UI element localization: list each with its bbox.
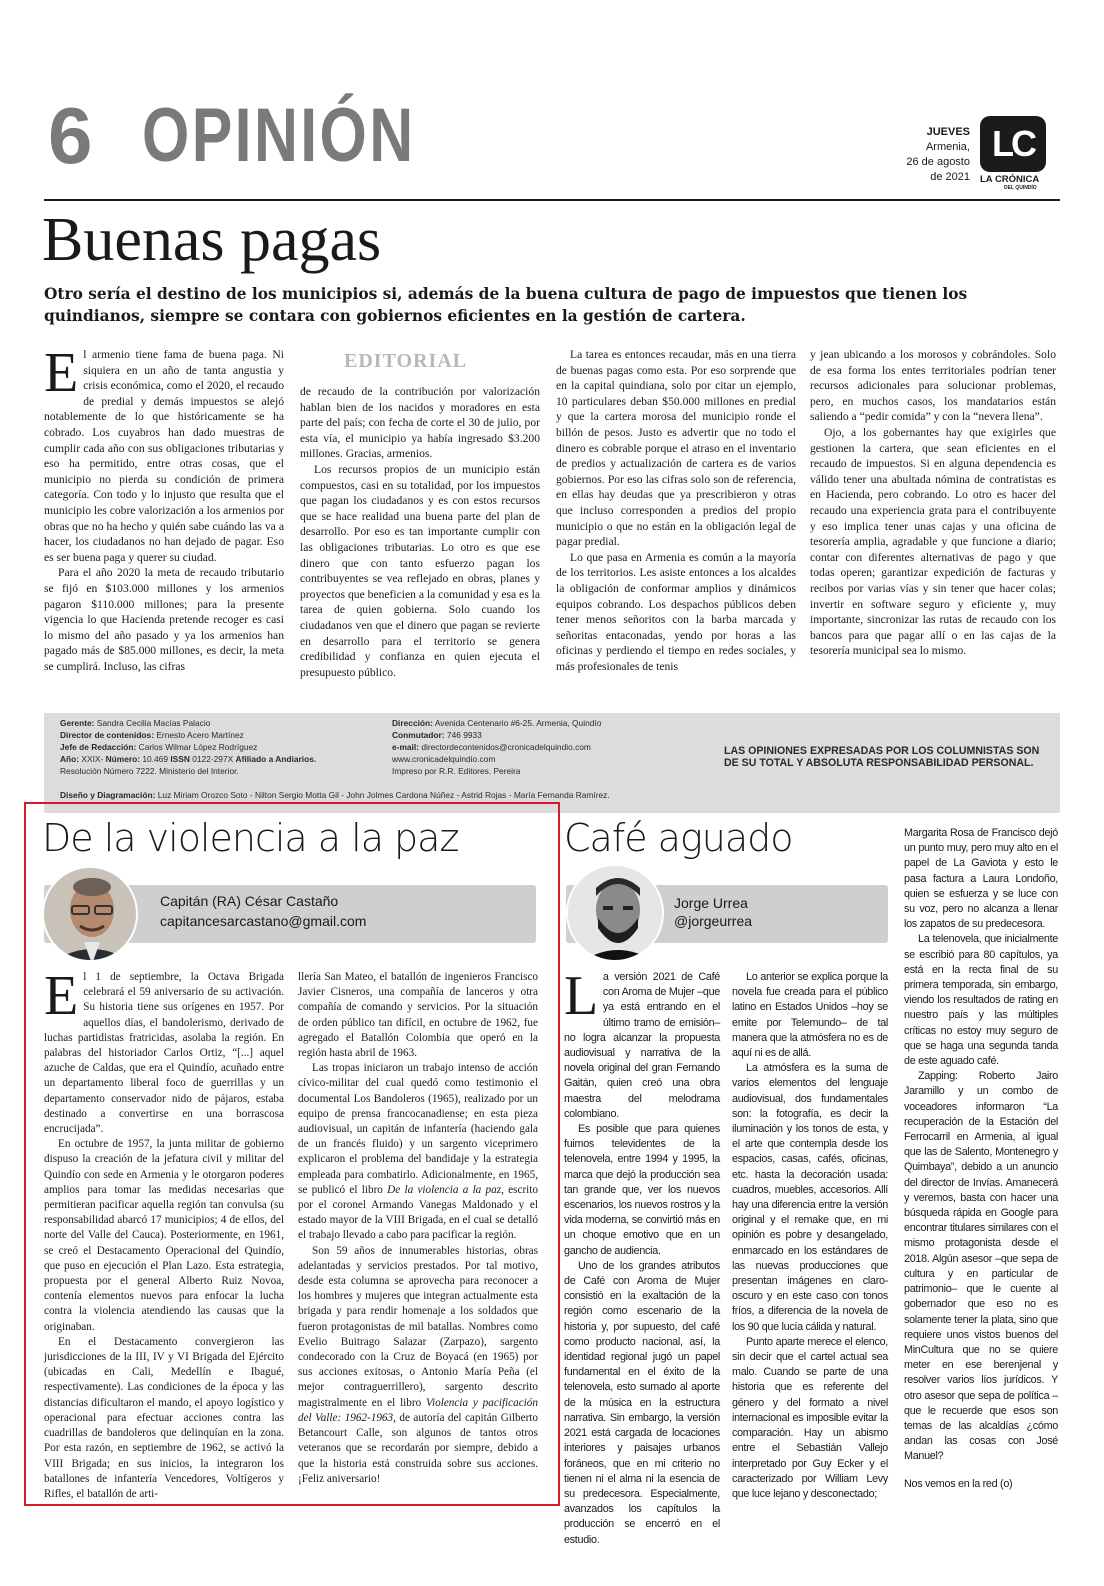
paragraph: de recaudo de la contribución por valorización hablan bien de los nacidos y moradores en esta parte del país; con fecha de corte el 30 de julio, por esta vía, el municipio ya había ingresado $3.200 millones. Gracias, armenios. [300,385,540,461]
drop-cap: L [564,965,598,1027]
staff-impreso: Impreso por R.R. Editores. Pereira [392,766,521,776]
column1-headline: De la violencia a la paz [42,816,459,860]
paragraph: Margarita Rosa de Francisco dejó un punto muy, pero muy alto en el papel de La Gaviota y esto le pasa factura a Laura Londoño, quien se esfuerza y se luce con su voz, pero no alcanza a llenar los zapatos de su predecesora. [904,827,1058,931]
editorial-headline: Buenas pagas [42,206,382,274]
paragraph: Es posible que para quienes fuimos televidentes de la telenovela, entre 1994 y 1995, la marca que dejó la producción sea tan grande que, ver los nuevos escenarios, los nuevos rostros y la vida moderna, se convirtió más en un choque emotivo que en un gancho de audiencia. [564,1123,720,1257]
staff-director: Director de contenidos: Ernesto Acero Martínez [60,730,244,740]
page-number: 6 [48,91,95,180]
staff-diseno: Diseño y Diagramación: Luz Miriam Orozco Soto - Nilton Sergio Motta Gil - John Jolmes Cardona Núñez - Astrid Rojas - María Fernanda Ramírez. [60,790,610,800]
paragraph: En octubre de 1957, la junta militar de gobierno dispuso la creación de la jefatura civil y militar del Quindío con sede en Armenia y le otorgaron poderes amplios para tomar las medidas necesarias que permitieran pacificar aquella región tan convulsa (su responsabilidad abarcó 17 municipios; 4 de ellos, del norte del Valle del Cauca). Posteriormente, en 1961, se creó el Destacamento Operacional del Quindío, que puso en ejecución el Plan Lazo. Esta estrategia, propuesta por el general Alberto Ruiz Novoa, contenía elementos nuevos para enfocar la lucha contra la violencia atendiendo las causas que la originaban. [44,1138,284,1333]
header-rule [44,199,1060,201]
editorial-column-1 [44,342,284,674]
paragraph: y jean ubicando a los morosos y cobrándoles. Solo de esa forma los entes territoriales podrían tener recursos adicionales para solucionar problemas, pero, en muchos casos, los mandatarios están saliendo a “pedir comida” y con la “nevera llena”. [810,348,1056,424]
paragraph: Lo anterior se explica porque la novela fue creada para el público latino en Estados Unidos –hoy se emite por Telemundo– de tal manera que la atmósfera no es de aquí ni es de allá. [732,971,888,1060]
paragraph: Para el año 2020 la meta de recaudo tributario se fijó en $103.000 millones y los armenios pagaron $110.000 millones; para la presente vigencia lo que Hacienda pretende recoger es casi lo mismo del año pasado y ya los armenios han pagado más de $85.000 millones, es decir, la meta se cumplirá. Incluso, las cifras [44,566,284,673]
logo-mark: LC [980,116,1046,172]
paragraph: Las tropas iniciaron un trabajo intenso de acción cívico-militar del cual quedó como testimonio el documental Los Bandoleros (1965), realizado por un equipo de prensa francocanadiense; en esta pieza audiovisual, un capitán de infantería (haciendo gala de un francés fluido) y un sargento viceprimero explicaron el problema del bandidaje y la estrategia empleada para combatirlo. Adicionalmente, en 1965, se publicó el libro De la violencia a la paz, escrito por el coronel Armando Vanegas Maldonado y el estado mayor de la VIII Brigada, en el cual se detalló el trabajo llevado a cabo para pacificar la región. [298,1062,538,1242]
drop-cap: E [44,342,79,404]
paragraph: Punto aparte merece el elenco, sin decir que el cartel actual sea malo. Cuando se parte de una historia que es referente del género y del formato a nivel internacional es imposible evitar la comparación. Hay un abismo entre el Sebastián Vallejo interpretado por Guy Ecker y el caracterizado por William Levy que luce lejano y desconectado; [732,1335,888,1500]
staff-jefe: Jefe de Redacción: Carlos Wilmar López Rodríguez [60,742,258,752]
staff-email: e-mail: directordecontenidos@cronicadelquindio.com [392,742,591,752]
column1-col-b [298,970,538,1487]
staff-edition: Año: XXIX- Número: 10.469 ISSN 0122-297X Afiliado a Andiarios. [60,754,317,764]
column2-author-photo [566,864,664,962]
sign-off: Nos vemos en la red (o) [904,1477,1013,1490]
editorial-column-4 [810,347,1056,659]
section-title: OPINIÓN [142,93,416,178]
paragraph: llería San Mateo, el batallón de ingenieros Francisco Javier Cisneros, una compañía de lanceros y otra compañía de comando y servicios. Por la situación de orden público tan difícil, en octubre de 1962, fue agregado el Batallón Colombia que operó en la región hasta abril de 1963. [298,971,538,1060]
staff-gerente: Gerente: Sandra Cecilia Macías Palacio [60,718,211,728]
staff-box [44,713,1060,813]
logo-name: LA CRÓNICA [980,174,1040,185]
staff-conmutador: Conmutador: 746 9933 [392,730,482,740]
paragraph: Lo que pasa en Armenia es común a la mayoría de los territorios. Les asiste entonces a los alcaldes la obligación de conformar amplios y dinámicos equipos cobrando. Los despachos públicos deben tener menos señoritos con la barba marcada y señoritas entaconadas, yendo por horas a las oficinas y perdiendo el tiempo en redes sociales, y más profesionales de tenis [556,550,796,673]
paragraph: Ojo, a los gobernantes hay que exigirles que gestionen la cartera, que sean eficientes en el recaudo de impuestos. Si en alguna dependencia es válido tener una abultada nómina de contratistas es en Hacienda, pero cobrando. Lo otro es hacer del recaudo una experiencia grata para el contribuyente y eso implica tener unas cajas y una oficina de tesorería amplia, agradable y que funcione a diario; contar con diferentes alternativas de pago y que todas operen; garantizar expedición de facturas y recibos por varias vías y sin tener que hacer colas; invertir en software seguro y eficiente y, muy importante, sincronizar las rutas de recaudo con los bancos para que pagar allí o en las cajas de la tesorería municipal sea lo mismo. [810,425,1056,658]
column1-author: Capitán (RA) César Castaño [160,893,339,909]
paragraph: La tarea es entonces recaudar, más en una tierra de buenas pagas como esta. Por eso sorprende que en la capital quindiana, solo por citar un ejemplo, 10 particulares deban $50.000 millones en predial y que la cartera morosa del municipio ronde el billón de pesos. Justo es advertir que no todo el dinero es cobrable porque el atraso en el inventario de predios y actualización de cartera es de varios gobiernos. Por eso las cifras solo son de referencia, en ellas hay deudas que ya prescribieron y otras que incluso corresponden a predios del propio municipio o que no están en la obligación legal de pagar predial. [556,348,796,549]
column2-col-c [904,826,1058,1492]
dateline-city: Armenia, [925,141,970,153]
column2-col-b [732,970,888,1502]
newspaper-logo [980,116,1056,191]
editorial-column-3 [556,347,796,674]
paragraph: En el Destacamento convergieron las jurisdicciones de la III, IV y VI Brigada del Ejército (ubicadas en Cali, Medellín e Ibagué, respectivamente). Las condiciones de la época y las distancias dificultaron el mando, el apoyo logístico y operacional para efectuar acciones contra las cuadrillas de bandoleros que delinquían en la zona. Por esta razón, en septiembre de 1962, se activó la VIII Brigada; en sus inicios, la integraron los batallones de infantería Vencedores, Voltígeros y Rifles, el batallón de arti- [44,1335,284,1500]
editorial-column-2 [300,384,540,680]
dateline-date: 26 de agosto [906,156,970,168]
staff-direccion: Dirección: Avenida Centenario #6-25. Armenia, Quindío [392,718,602,728]
editorial-deck: Otro sería el destino de los municipios si, además de la buena cultura de pago de impuestos que tienen los quindianos, siempre se contara con gobiernos eficientes en la gestión de cartera. [44,285,968,325]
paragraph: Uno de los grandes atributos de Café con Aroma de Mujer consistió en la exaltación de la región como escenario de la historia y, por supuesto, del café como producto nacional, así, la identidad regional jugó un papel fundamental en el éxito de la telenovela, esto sumado al aporte de la música en la estructura narrativa. Sin embargo, la versión 2021 está cargada de locaciones interiores y paisajes urbanos foráneos, que en mi criterio no tienen ni el alma ni la esencia de su predecesora. Especialmente, avanzados los capítulos la producción se encerró en el estudio. [564,1259,720,1546]
paragraph: La atmósfera es la suma de varios elementos del lenguaje audiovisual, dos fundamentales son: la fotografía, es decir la iluminación y los tonos de esta, y el arte que contempla desde los espacios, casas, cafés, oficinas, etc. hasta la decoración usada: cuadros, muebles, accesorios. Allí hay una diferencia entre la versión original y el remake que, en mi opinión es pobre y desangelado, enmarcado en los estándares de las nuevas producciones que presentan imágenes en claro-oscuro y en este caso con tonos fríos, a diferencia de la novela de los 90 que lucía cálida y natural. [732,1062,888,1333]
logo-subtitle: DEL QUINDÍO [1004,185,1037,191]
staff-website: www.cronicadelquindio.com [392,754,496,764]
paragraph: Los recursos propios de un municipio están compuestos, casi en su totalidad, por los impuestos que pagan los ciudadanos y es con estos recursos que se hace realidad una buena parte del plan de desarrollo. Por eso es tan importante cumplir con las obligaciones tributarias. Lo otro es que ese dinero que con tanto esfuerzo pagan los contribuyentes se vea reflejado en obras, planes y proyectos que beneficien a la comunidad y esa es la tarea de quien gobierna. Solo cuando los ciudadanos ven que el dinero que pagan se revierte en desarrollo para el territorio se genera credibilidad y confianza en quien ejecuta el presupuesto público. [300,462,540,679]
column1-author-photo [42,866,138,962]
column2-col-a [564,965,720,1548]
paragraph: El 1 de septiembre, la Octava Brigada celebrará el 59 aniversario de su activación. Su historia tiene sus orígenes en 1957. Por aquellos días, el bandolerismo, derivado de luchas partidistas fratricidas, asolaba la región. En palabras del historiador Carlos Ortiz, “[...] aquel azuche de Caldas, que era el Quindío, acuñado entre un departamento liberal foco de guerrillas y un departamento conservador nido de pájaros, estaba destinado a convertirse en una borrascosa encrucijada”. [44,965,284,1136]
author-portrait-icon [44,868,138,962]
editorial-label: EDITORIAL [344,350,468,372]
column2-author-handle: @jorgeurrea [674,913,753,929]
paragraph: Zapping: Roberto Jairo Jaramillo y un combo de voceadores informaron “La recuperación de la Estación del Ferrocarril en Armenia, al igual que las de Salento, Montenegro y Quimbaya”, debido a un anuncio del director de Invías. Amanecerá y veremos, basta con hacer una búsqueda rápida en Google para encontrar titulares similares con el mismo protagonista desde el 2018. Algún asesor –que sepa de cultura y en particular de patrimonio– que le cuente al gobernador que eso no es solamente tener la plata, sino que requiere unos vistos buenos del MinCultura que no se quiere meter en ese berenjenal y resolver varios líos jurídicos. Y otro asesor que sepa de política – que le recuerde que esos son temas de las alcaldías ¿cómo andan las cosas con José Manuel? [904,1070,1058,1463]
staff-disclaimer: LAS OPINIONES EXPRESADAS POR LOS COLUMNISTAS SON DE SU TOTAL Y ABSOLUTA RESPONSABILIDAD PERSONAL. [724,745,1040,770]
drop-cap: E [44,965,79,1027]
author-portrait-icon [568,866,664,962]
paragraph: La versión 2021 de Café con Aroma de Mujer –que ya está entrando en el último tramo de emisión– no logra alcanzar la propuesta audiovisual y narrativa de la novela original del gran Fernando Gaitán, quien creó una obra maestra del melodrama colombiano. [564,965,720,1120]
paragraph: Son 59 años de innumerables historias, obras adelantadas y servicios prestados. Por tal motivo, desde esta columna se aprovecha para reconocer a los hombres y mujeres que integran actualmente esta brigada y para rendir homenaje a los soldados que fueron protagonistas de mil batallas. Nombres como Evelio Buitrago Salazar (Zarpazo), sargento condecorado con la Cruz de Boyacá (en 1965) por sus acciones exitosas, o Antonio María Peña (el mejor contraguerrillero), sargento descrito magistralmente en el libro Violencia y pacificación del Valle: 1962-1963, de autoría del capitán Gilberto Betancourt Calle, son algunos de tantos otros veteranos que se recordarán por siempre, debido a que la historia está construida sobre sus acciones. ¡Feliz aniversario! [298,1244,538,1485]
dateline-year: de 2021 [930,171,970,183]
paragraph: La telenovela, que inicialmente se escribió para 80 capítulos, ya está en la recta final de su primera temporada, sin embargo, viendo los resultados de rating en nuestro país y las múltiples críticas no estoy muy seguro de que se haga una segunda tanda de este aguado café. [904,933,1058,1068]
column2-headline: Café aguado [564,816,793,860]
dateline [850,125,970,185]
column1-author-email: capitancesarcastano@gmail.com [160,913,367,929]
column2-author: Jorge Urrea [674,895,748,911]
staff-resolucion: Resolución Número 7222. Ministerio del Interior. [60,766,239,776]
dateline-day: JUEVES [926,126,970,138]
paragraph: El armenio tiene fama de buena paga. Ni siquiera en un año de tanta angustia y crisis económica, como el 2020, el recaudo de predial y demás impuestos se alejó notablemente de lo que históricamente se ha cobrado. Los cuyabros han dado muestras de cumplir cada año con sus obligaciones tributarias y eso ha permitido, entre otras cosas, que el municipio no pierda su condición de primera categoría. Con todo y lo injusto que resulta que el municipio les cobre valorización a los armenios por obras que no ha hecho y quién sabe cuándo las va a hacer, los ciudadanos no han dejado de pagar. Eso es ser buena paga y querer su ciudad. [44,342,284,564]
column1-col-a [44,965,284,1502]
